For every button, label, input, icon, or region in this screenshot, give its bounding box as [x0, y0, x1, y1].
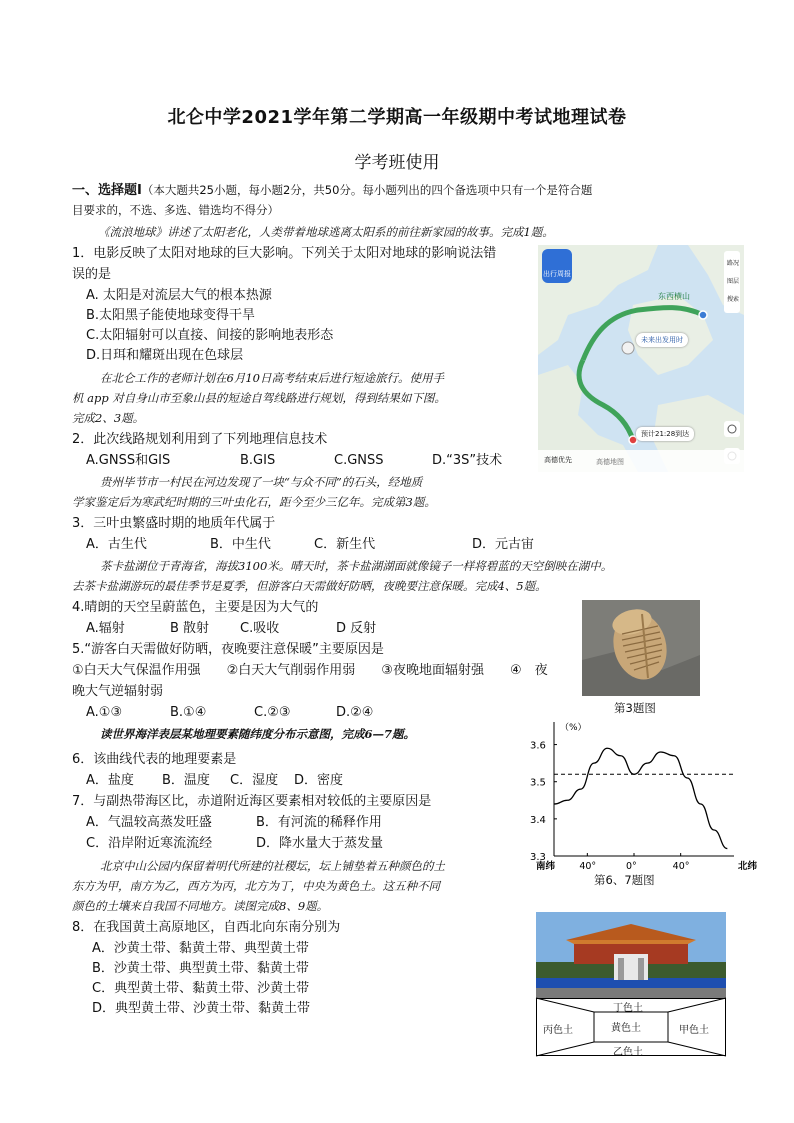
q4-option-c: C.吸收 [240, 621, 280, 636]
q1-option-d: D.日珥和耀斑出现在色球层 [86, 348, 244, 363]
q7-option-d: D．降水量大于蒸发量 [256, 836, 384, 851]
intro-6-line2: 东方为甲，南方为乙，西方为丙，北方为丁，中央为黄色土。这五种不同 [72, 879, 440, 893]
q8-stem: 8．在我国黄土高原地区，自西北向东南分别为 [72, 920, 341, 935]
chart-y-tick-label: 3.3 [530, 852, 546, 863]
altar-center-label: 黄色土 [611, 1023, 641, 1034]
q2-option-d: D.“3S”技术 [432, 453, 503, 468]
fossil-caption: 第3题图 [614, 701, 656, 715]
q5-option-c: C.②③ [254, 705, 291, 720]
intro-4-line2: 去茶卡盐湖游玩的最佳季节是夏季，但游客白天需做好防晒，夜晚要注意保暖。完成4、5题。 [72, 579, 547, 593]
altar-left-label: 丙色土 [543, 1025, 573, 1036]
intro-2-line1: 在北仑工作的老师计划在6月10日高考结束后进行短途旅行。使用手 [100, 371, 444, 385]
route-map [538, 245, 744, 472]
q6-option-b: B．温度 [162, 773, 210, 788]
map-side-item-search[interactable]: 搜索 [726, 296, 739, 303]
altar-bottom-label: 乙色土 [613, 1047, 643, 1058]
q1-option-c: C.太阳辐射可以直接、间接的影响地表形态 [86, 328, 334, 343]
map-eta: 预计21:28到达 [636, 427, 694, 441]
q4-option-d: D 反射 [336, 621, 377, 636]
page-title: 北仑中学2021学年第二学期高一年级期中考试地理试卷 [167, 107, 627, 128]
altar-right-label: 甲色土 [679, 1025, 709, 1036]
map-side-item-layers[interactable]: 图层 [726, 278, 739, 285]
intro-2-line2: 机 app 对自身山市至象山县的短途自驾线路进行规划，得到结果如下图。 [72, 391, 446, 405]
q8-option-c: C．典型黄土带、黏黄土带、沙黄土带 [92, 981, 310, 996]
chart-y-tick-label: 3.5 [530, 777, 546, 789]
chart-y-tick-label: 3.4 [530, 814, 546, 826]
q4-option-a: A.辐射 [86, 621, 125, 636]
q2-stem: 2．此次线路规划利用到了下列地理信息技术 [72, 432, 328, 447]
chart-x-tick-label: 0° [626, 861, 637, 872]
map-notice[interactable]: 未来出发用时 [636, 333, 688, 347]
trilobite-drawing [582, 600, 700, 696]
q8-option-d: D．典型黄土带、沙黄土带、黏黄土带 [92, 1001, 311, 1016]
chart-x-tick-label: 40° [672, 861, 690, 872]
map-brand: 高德地图 [596, 458, 624, 466]
q3-option-c: C．新生代 [314, 537, 376, 552]
q5-stem: 5.“游客白天需做好防晒，夜晚要注意保暖”主要原因是 [72, 642, 384, 657]
q5-items-2: 晚大气逆辐射弱 [72, 684, 164, 699]
q3-option-d: D．元古宙 [472, 537, 535, 552]
intro-6-line1: 北京中山公园内保留着明代所建的社稷坛，坛上铺垫着五种颜色的土 [100, 859, 445, 873]
q4-stem: 4.晴朗的天空呈蔚蓝色，主要是因为大气的 [72, 600, 319, 615]
section-title: 一、选择题Ⅰ [72, 183, 142, 198]
q2-option-a: A.GNSS和GIS [86, 453, 171, 468]
q5-option-b: B.①④ [170, 705, 207, 720]
q6-option-a: A．盐度 [86, 773, 134, 788]
altar-top-label: 丁色土 [613, 1003, 643, 1014]
map-place-label: 东西横山 [658, 292, 690, 301]
q7-stem: 7．与副热带海区比，赤道附近海区要素相对较低的主要原因是 [72, 794, 432, 809]
q1-stem-2: 误的是 [72, 267, 112, 282]
q3-option-b: B．中生代 [210, 537, 271, 552]
section-heading [72, 180, 592, 201]
q5-option-d: D.②④ [336, 705, 374, 720]
map-badge: 出行周报 [542, 249, 572, 283]
altar-photo [536, 912, 726, 998]
section-note-1: （本大题共25小题，每小题2分，共50分。每小题列出的四个备选项中只有一个是符合题 [141, 183, 593, 197]
intro-6-line3: 颜色的土壤来自我国不同地方。读图完成8、9题。 [72, 899, 329, 913]
altar-diagram [536, 998, 726, 1056]
altar-photo-drawing [536, 912, 726, 998]
page-subtitle: 学考班使用 [354, 153, 440, 173]
q6-stem: 6．该曲线代表的地理要素是 [72, 752, 237, 767]
intro-3-line2: 学家鉴定后为寒武纪时期的三叶虫化石，距今至少三亿年。完成第3题。 [72, 495, 436, 509]
q3-stem: 3．三叶虫繁盛时期的地质年代属于 [72, 516, 276, 531]
intro-1: 《流浪地球》讲述了太阳老化，人类带着地球逃离太阳系的前往新家园的故事。完成1题。 [98, 225, 554, 239]
chart-caption: 第6、7题图 [594, 873, 655, 887]
intro-3-line1: 贵州毕节市一村民在河边发现了一块“与众不同”的石头，经地质 [100, 475, 423, 489]
q5-option-a: A.①③ [86, 705, 123, 720]
fossil-photo [582, 600, 700, 696]
q8-option-b: B．沙黄土带、典型黄土带、黏黄土带 [92, 961, 309, 976]
q1-option-b: B.太阳黑子能使地球变得干旱 [86, 308, 256, 323]
chart-svg [520, 716, 758, 884]
chart-unit-label: （%） [560, 723, 587, 733]
intro-5: 读世界海洋表层某地理要素随纬度分布示意图，完成6—7题。 [100, 727, 416, 741]
chart-series-line [554, 748, 727, 848]
q6-option-d: D．密度 [294, 773, 344, 788]
map-side-panel[interactable] [725, 255, 741, 309]
intro-2-line3: 完成2、3题。 [72, 411, 145, 425]
section-note-2: 目要求的，不选、多选、错选均不得分） [72, 203, 279, 217]
q7-option-b: B．有河流的稀释作用 [256, 815, 382, 830]
map-side-item-traffic[interactable]: 路况 [726, 260, 739, 267]
chart-x-tick-label: 40° [579, 861, 597, 872]
salinity-chart [520, 716, 758, 884]
q6-option-c: C．湿度 [230, 773, 279, 788]
q1-stem-1: 1．电影反映了太阳对地球的巨大影响。下列关于太阳对地球的影响说法错 [72, 246, 497, 261]
q8-option-a: A．沙黄土带、黏黄土带、典型黄土带 [92, 941, 309, 956]
chart-x-tick-label: 北纬 [738, 861, 758, 872]
q7-option-c: C．沿岸附近寒流流经 [86, 836, 213, 851]
q4-option-b: B 散射 [170, 621, 210, 636]
map-bottom-left[interactable]: 高德优先 [544, 456, 572, 464]
intro-4-line1: 茶卡盐湖位于青海省，海拔3100米。晴天时，茶卡盐湖湖面就像镜子一样将碧蓝的天空倒映在湖中。 [100, 559, 613, 573]
q2-option-c: C.GNSS [334, 453, 384, 468]
q7-option-a: A．气温较高蒸发旺盛 [86, 815, 212, 830]
q5-items-1: ①白天大气保温作用强 ②白天大气削弱作用弱 ③夜晚地面辐射强 ④ 夜 [72, 663, 548, 678]
chart-y-tick-label: 3.6 [530, 740, 546, 752]
q3-option-a: A．古生代 [86, 537, 147, 552]
chart-x-tick-label: 南纬 [536, 861, 556, 872]
q2-option-b: B.GIS [240, 453, 276, 468]
q1-option-a: A. 太阳是对流层大气的根本热源 [86, 288, 272, 303]
